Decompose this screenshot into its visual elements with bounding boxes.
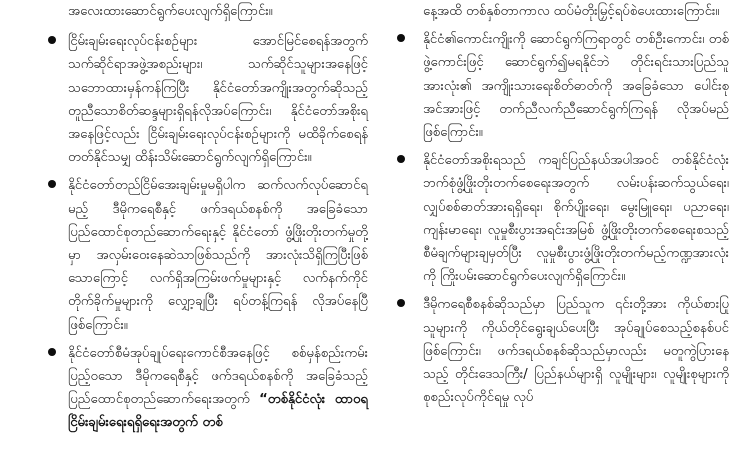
bullet-icon bbox=[397, 299, 405, 307]
bullet-icon bbox=[397, 155, 405, 163]
right-column bbox=[393, 0, 729, 409]
list-item-text: နိုင်ငံတော်အစိုးရသည် ကချင်ပြည်နယ်အပါအဝင် တစ်နိုင်ငံလုံး ဘက်စုံဖွံ့ဖြိုးတိုးတက်စေရေးအတွက် လမ်းပန်းဆက်သွယ်ရေး၊ လျှပ်စစ်ဓာတ်အားရရှိရေး၊ စိုက်ပျိုးရေး၊ မွေးမြူရေး၊ ပညာရေး၊ ကျန်းမာရေး၊ လူမှုစီးပွားအရင်းအမြစ် ဖွံ့ဖြိုးတိုးတက်စေရေးစသည့် စီမံချက်များချမှတ်ပြီး လူမှုစီးပွားဖွံ့ဖြိုးတိုးတက်မည့်ကဏ္ဍအားလုံးကို ကြိုးပမ်းဆောင်ရွက်ပေးလျက်ရှိကြောင်း။ bbox=[423, 153, 729, 285]
list-item-text-regular: နိုင်ငံတော်စီမံအုပ်ချုပ်ရေးကောင်စီအနေဖြင့် စစ်မှန်စည်းကမ်းပြည့်ဝသော ဒီမိုကရေစီနှင့် ဖက်ဒရယ်စနစ်ကို အခြေခံသည့် ပြည်ထောင်စုတည်ဆောက်ရေးအတွက် bbox=[68, 345, 368, 408]
list-item bbox=[28, 30, 368, 169]
list-item-text: ငြိမ်းချမ်းရေးလုပ်ငန်းစဉ်များ အောင်မြင်စေရန်အတွက် သက်ဆိုင်ရာအဖွဲ့အစည်းများ၊ သက်ဆိုင်သူများအနေဖြင့် သဘောထားမှန်ကန်ကြပြီး နိုင်ငံတော်အကျိုးအတွက်ဆိုသည့် တူညီသောစိတ်ဆန္ဒများရှိရန်လိုအပ်ကြောင်း၊ နိုင်ငံတော်အစိုးရအနေဖြင့်လည်း ငြိမ်းချမ်းရေးလုပ်ငန်းစဉ်များကို မထိခိုက်စေရန် တတ်နိုင်သမျှ ထိန်းသိမ်းဆောင်ရွက်လျက်ရှိကြောင်း။ bbox=[68, 34, 368, 166]
bullet-icon bbox=[48, 36, 56, 44]
bullet-icon bbox=[397, 34, 405, 42]
list-item bbox=[393, 149, 729, 288]
list-item-text: နိုင်ငံတော်တည်ငြိမ်အေးချမ်းမှုမရှိပါက ဆက်လက်လုပ်ဆောင်ရမည့် ဒီမိုကရေစီနှင့် ဖက်ဒရယ်စနစ်ကို အခြေခံသော ပြည်ထောင်စုတည်ဆောက်ရေးနှင့် နိုင်ငံတော် ဖွံ့ဖြိုးတိုးတက်မှုတို့မှာ အလှမ်းဝေးနေဆဲသာဖြစ်သည်ကို အားလုံးသိရှိကြပြီးဖြစ်သောကြောင့် လက်ရှိအကြမ်းဖက်မှုများနှင့် လက်နက်ကိုင်တိုက်ခိုက်မှုများကို လျှော့ချပြီး ရပ်တန့်ကြရန် လိုအပ်နေပြီဖြစ်ကြောင်း။ bbox=[68, 178, 368, 333]
right-top-fragment: နေ့အထိ တစ်နှစ်တာကာလ ထပ်မံတိုးမြှင့်ရပ်စဲပေးထားကြောင်း။ bbox=[423, 4, 720, 19]
list-item-text-bold: “တစ်နိုင်ငံလုံး ထာဝရငြိမ်းချမ်းရေးရရှိရေးအတွက် တစ် bbox=[68, 392, 368, 431]
list-item bbox=[393, 28, 729, 144]
left-column bbox=[28, 0, 368, 435]
list-item bbox=[28, 174, 368, 336]
left-top-fragment: အလေးထားဆောင်ရွက်ပေးလျက်ရှိကြောင်း။ bbox=[68, 4, 273, 19]
list-item-text: နိုင်ငံ၏ကောင်းကျိုးကို ဆောင်ရွက်ကြရာတွင် တစ်ဦးကောင်း၊ တစ်ဖွဲ့ကောင်းဖြင့် ဆောင်ရွက်၍မရနိုင်ဘဲ တိုင်းရင်းသားပြည်သူအားလုံး၏ အကျိုးသားရေးစိတ်ဓာတ်ကို အခြေခံသော ပေါင်းစုအင်အားဖြင့် တက်ညီလက်ညီဆောင်ရွက်ကြရန် လိုအပ်မည်ဖြစ်ကြောင်း။ bbox=[423, 32, 729, 141]
list-item-text: ဒီမိုကရေစီစနစ်ဆိုသည်မှာ ပြည်သူက ၎င်းတို့အား ကိုယ်စားပြုသူများကို ကိုယ်တိုင်ရွေးချယ်ပေးပြီး အုပ်ချုပ်စေသည့်စနစ်ပင်ဖြစ်ကြောင်း၊ ဖက်ဒရယ်စနစ်ဆိုသည်မှာလည်း မတူကွဲပြားနေသည့် တိုင်းဒေသကြီး/ ပြည်နယ်များရှိ လူမျိုးများ၊ လူမျိုးစုများကို စုစည်းလုပ်ကိုင်ရမှု လုပ် bbox=[423, 297, 729, 406]
list-item-text bbox=[68, 342, 368, 435]
list-item bbox=[393, 293, 729, 409]
list-item bbox=[28, 342, 368, 435]
bullet-icon bbox=[48, 348, 56, 356]
bullet-icon bbox=[48, 180, 56, 188]
